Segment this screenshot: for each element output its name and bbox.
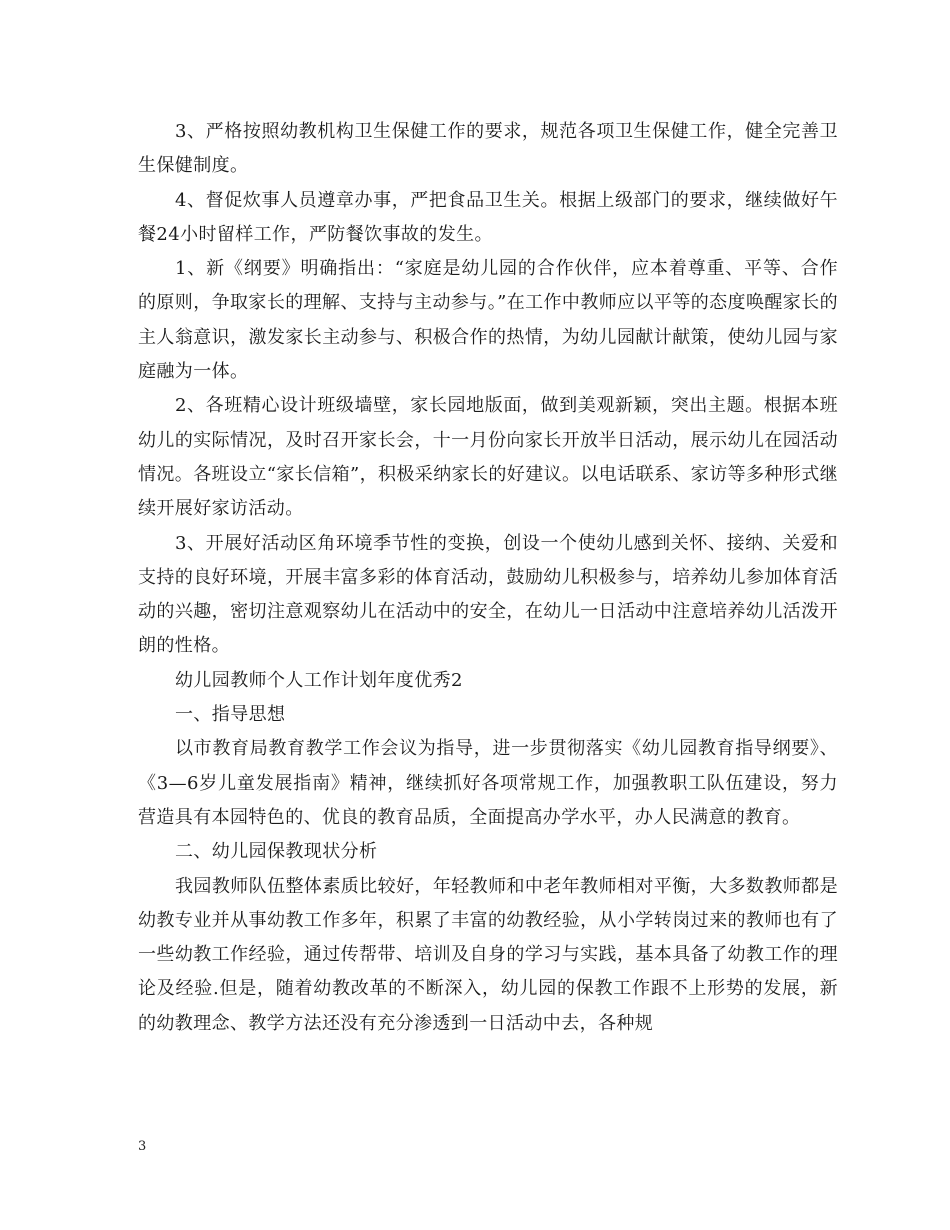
heading-status-analysis: 二、幼儿园保教现状分析: [175, 841, 378, 863]
paragraph-activity-environment: 3、开展好活动区角环境季节性的变换，创设一个使幼儿感到关怀、接纳、关爱和支持的良好环境，开展丰富多彩的体育活动，鼓励幼儿积极参与，培养幼儿参加体育活动的兴趣，密切注意观察幼儿在活动中的安全，在幼儿一日活动中注意培养幼儿活泼开朗的性格。: [138, 532, 838, 657]
section-title: 幼儿园教师个人工作计划年度优秀2: [175, 669, 463, 691]
paragraph-hygiene-system: 3、严格按照幼教机构卫生保健工作的要求，规范各项卫生保健工作，健全完善卫生保健制度。: [138, 121, 838, 177]
paragraph-parent-communication: 2、各班精心设计班级墙壁，家长园地版面，做到美观新颖，突出主题。根据本班幼儿的实际情况，及时召开家长会，十一月份向家长开放半日活动，展示幼儿在园活动情况。各班设立“家长信箱”，积极采纳家长的好建议。以电话联系、家访等多种形式继续开展好家访活动。: [138, 395, 839, 520]
paragraph-guiding-ideology: 以市教育局教育教学工作会议为指导，进一步贯彻落实《幼儿园教育指导纲要》、《3—6岁儿童发展指南》精神，继续抓好各项常规工作，加强教职工队伍建设，努力营造具有本园特色的、优良的教育品质，全面提高办学水平，办人民满意的教育。: [138, 738, 838, 828]
document-body: [138, 115, 838, 1041]
paragraph-status-analysis: 我园教师队伍整体素质比较好，年轻教师和中老年教师相对平衡，大多数教师都是幼教专业并从事幼教工作多年，积累了丰富的幼教经验，从小学转岗过来的教师也有了一些幼教工作经验，通过传帮带、培训及自身的学习与实践，基本具备了幼教工作的理论及经验.但是，随着幼教改革的不断深入，幼儿园的保教工作跟不上形势的发展，新的幼教理念、教学方法还没有充分渗透到一日活动中去，各种规: [138, 875, 838, 1034]
heading-guiding-ideology: 一、指导思想: [175, 704, 286, 726]
page-number: 3: [138, 1139, 147, 1154]
paragraph-family-partnership: 1、新《纲要》明确指出：“家庭是幼儿园的合作伙伴，应本着尊重、平等、合作的原则，争取家长的理解、支持与主动参与。”在工作中教师应以平等的态度唤醒家长的主人翁意识，激发家长主动参与、积极合作的热情，为幼儿园献计献策，使幼儿园与家庭融为一体。: [138, 258, 838, 383]
paragraph-food-safety: 4、督促炊事人员遵章办事，严把食品卫生关。根据上级部门的要求，继续做好午餐24小时留样工作，严防餐饮事故的发生。: [138, 189, 838, 245]
